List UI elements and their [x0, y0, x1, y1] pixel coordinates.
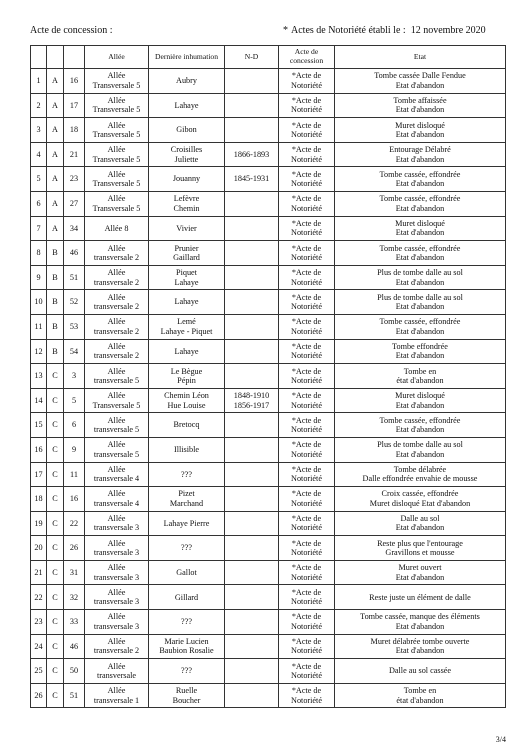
row-etat: Plus de tombe dalle au sol Etat d'abandon	[335, 290, 506, 315]
row-allee: Allée Transversale 5	[85, 142, 149, 167]
row-number: 4	[31, 142, 47, 167]
row-acte: *Acte de Notoriété	[279, 437, 335, 462]
header-inhumation: Dernière inhumation	[149, 46, 225, 69]
table-row	[31, 216, 506, 241]
header-etat: Etat	[335, 46, 506, 69]
row-etat: Tombe délabrée Dalle effondrée envahie de mousse	[335, 462, 506, 487]
row-nd	[225, 487, 279, 512]
row-section: C	[47, 437, 64, 462]
row-section: A	[47, 167, 64, 192]
table-row	[31, 142, 506, 167]
row-plot: 22	[64, 511, 85, 536]
row-allee: Allée transversale 2	[85, 241, 149, 266]
row-etat: Tombe cassée, effondrée Etat d'abandon	[335, 241, 506, 266]
row-acte: *Acte de Notoriété	[279, 659, 335, 684]
row-allee: Allée transversale 3	[85, 560, 149, 585]
row-section: C	[47, 560, 64, 585]
row-section: C	[47, 610, 64, 635]
row-plot: 51	[64, 265, 85, 290]
row-acte: *Acte de Notoriété	[279, 585, 335, 610]
row-etat: Reste juste un élément de dalle	[335, 585, 506, 610]
row-allee: Allée transversale 5	[85, 437, 149, 462]
row-inhumation: ???	[149, 659, 225, 684]
row-inhumation: Chemin Léon Hue Louise	[149, 388, 225, 413]
table-row	[31, 634, 506, 659]
row-etat: Tombe en état d'abandon	[335, 683, 506, 708]
table-row	[31, 339, 506, 364]
row-inhumation: Jouanny	[149, 167, 225, 192]
row-section: C	[47, 388, 64, 413]
row-number: 11	[31, 314, 47, 339]
row-acte: *Acte de Notoriété	[279, 118, 335, 143]
row-plot: 16	[64, 69, 85, 94]
row-section: A	[47, 93, 64, 118]
row-inhumation: Illisible	[149, 437, 225, 462]
table-row	[31, 167, 506, 192]
row-allee: Allée transversale 5	[85, 413, 149, 438]
row-etat: Tombe cassée, effondrée Etat d'abandon	[335, 191, 506, 216]
table-row	[31, 314, 506, 339]
row-inhumation: Ruelle Boucher	[149, 683, 225, 708]
row-etat: Muret disloqué Etat d'abandon	[335, 388, 506, 413]
row-allee: Allée transversale 3	[85, 610, 149, 635]
row-plot: 27	[64, 191, 85, 216]
row-number: 3	[31, 118, 47, 143]
row-number: 14	[31, 388, 47, 413]
row-inhumation: Pizet Marchand	[149, 487, 225, 512]
row-acte: *Acte de Notoriété	[279, 241, 335, 266]
row-nd	[225, 683, 279, 708]
row-nd	[225, 69, 279, 94]
row-plot: 17	[64, 93, 85, 118]
row-plot: 46	[64, 241, 85, 266]
row-acte: *Acte de Notoriété	[279, 93, 335, 118]
row-plot: 51	[64, 683, 85, 708]
row-inhumation: Vivier	[149, 216, 225, 241]
row-number: 16	[31, 437, 47, 462]
table-row	[31, 290, 506, 315]
row-etat: Muret disloqué Etat d'abandon	[335, 118, 506, 143]
row-section: C	[47, 585, 64, 610]
table-row	[31, 265, 506, 290]
row-inhumation: ???	[149, 536, 225, 561]
row-etat: Muret ouvert Etat d'abandon	[335, 560, 506, 585]
table-row	[31, 585, 506, 610]
row-plot: 34	[64, 216, 85, 241]
row-etat: Croix cassée, effondrée Muret disloqué Etat d'abandon	[335, 487, 506, 512]
row-plot: 32	[64, 585, 85, 610]
row-nd	[225, 339, 279, 364]
row-plot: 50	[64, 659, 85, 684]
row-section: A	[47, 191, 64, 216]
row-plot: 46	[64, 634, 85, 659]
table-row	[31, 241, 506, 266]
row-section: A	[47, 118, 64, 143]
row-inhumation: Gallot	[149, 560, 225, 585]
header-allee: Allée	[85, 46, 149, 69]
table-row	[31, 364, 506, 389]
row-section: B	[47, 290, 64, 315]
page-number: 3/4	[495, 735, 506, 744]
row-number: 26	[31, 683, 47, 708]
row-etat: Tombe en état d'abandon	[335, 364, 506, 389]
row-number: 22	[31, 585, 47, 610]
row-acte: *Acte de Notoriété	[279, 560, 335, 585]
row-section: C	[47, 462, 64, 487]
row-inhumation: ???	[149, 462, 225, 487]
row-plot: 53	[64, 314, 85, 339]
row-plot: 3	[64, 364, 85, 389]
row-etat: Muret délabrée tombe ouverte Etat d'abandon	[335, 634, 506, 659]
row-etat: Muret disloqué Etat d'abandon	[335, 216, 506, 241]
row-acte: *Acte de Notoriété	[279, 167, 335, 192]
row-inhumation: Gillard	[149, 585, 225, 610]
row-nd	[225, 118, 279, 143]
row-plot: 31	[64, 560, 85, 585]
row-inhumation: Lahaye	[149, 339, 225, 364]
row-nd	[225, 634, 279, 659]
header-nd: N-D	[225, 46, 279, 69]
row-nd	[225, 437, 279, 462]
table-row	[31, 536, 506, 561]
row-number: 7	[31, 216, 47, 241]
row-acte: *Acte de Notoriété	[279, 216, 335, 241]
header-plot	[64, 46, 85, 69]
row-allee: Allée Transversale 5	[85, 118, 149, 143]
row-nd	[225, 265, 279, 290]
table-row	[31, 683, 506, 708]
row-plot: 16	[64, 487, 85, 512]
row-section: B	[47, 241, 64, 266]
row-acte: *Acte de Notoriété	[279, 191, 335, 216]
row-inhumation: ???	[149, 610, 225, 635]
row-number: 8	[31, 241, 47, 266]
row-etat: Tombe effondrée Etat d'abandon	[335, 339, 506, 364]
row-allee: Allée Transversale 5	[85, 93, 149, 118]
row-allee: Allée transversale 3	[85, 511, 149, 536]
row-etat: Plus de tombe dalle au sol Etat d'abandon	[335, 437, 506, 462]
table-row	[31, 388, 506, 413]
row-number: 1	[31, 69, 47, 94]
row-inhumation: Aubry	[149, 69, 225, 94]
row-acte: *Acte de Notoriété	[279, 634, 335, 659]
row-nd	[225, 364, 279, 389]
row-allee: Allée transversale 2	[85, 265, 149, 290]
row-allee: Allée 8	[85, 216, 149, 241]
row-acte: *Acte de Notoriété	[279, 610, 335, 635]
row-allee: Allée transversale 5	[85, 364, 149, 389]
row-allee: Allée transversale 4	[85, 487, 149, 512]
row-inhumation: Lahaye	[149, 290, 225, 315]
row-acte: *Acte de Notoriété	[279, 314, 335, 339]
row-etat: Plus de tombe dalle au sol Etat d'abandon	[335, 265, 506, 290]
row-nd	[225, 560, 279, 585]
row-etat: Tombe cassée, effondrée Etat d'abandon	[335, 167, 506, 192]
row-nd	[225, 659, 279, 684]
row-allee: Allée transversale 1	[85, 683, 149, 708]
row-nd	[225, 314, 279, 339]
row-inhumation: Piquet Lahaye	[149, 265, 225, 290]
row-section: B	[47, 265, 64, 290]
row-number: 18	[31, 487, 47, 512]
row-plot: 5	[64, 388, 85, 413]
row-inhumation: Lemé Lahaye - Piquet	[149, 314, 225, 339]
row-number: 13	[31, 364, 47, 389]
row-allee: Allée Transversale 5	[85, 388, 149, 413]
row-number: 24	[31, 634, 47, 659]
row-allee: Allée Transversale 5	[85, 191, 149, 216]
row-allee: Allée Transversale 5	[85, 69, 149, 94]
row-inhumation: Lefèvre Chemin	[149, 191, 225, 216]
row-number: 12	[31, 339, 47, 364]
row-inhumation: Prunier Gaillard	[149, 241, 225, 266]
row-section: A	[47, 142, 64, 167]
row-section: B	[47, 339, 64, 364]
row-plot: 52	[64, 290, 85, 315]
row-inhumation: Le Bègue Pépin	[149, 364, 225, 389]
row-section: C	[47, 536, 64, 561]
row-number: 6	[31, 191, 47, 216]
row-acte: *Acte de Notoriété	[279, 413, 335, 438]
row-acte: *Acte de Notoriété	[279, 69, 335, 94]
row-etat: Tombe cassée Dalle Fendue Etat d'abandon	[335, 69, 506, 94]
row-allee: Allée transversale 2	[85, 290, 149, 315]
row-etat: Dalle au sol cassée	[335, 659, 506, 684]
row-acte: *Acte de Notoriété	[279, 683, 335, 708]
table-row	[31, 437, 506, 462]
row-section: B	[47, 314, 64, 339]
row-inhumation: Lahaye Pierre	[149, 511, 225, 536]
row-section: A	[47, 216, 64, 241]
row-inhumation: Gibon	[149, 118, 225, 143]
row-nd	[225, 536, 279, 561]
table-row	[31, 487, 506, 512]
row-plot: 54	[64, 339, 85, 364]
row-section: C	[47, 683, 64, 708]
row-section: C	[47, 364, 64, 389]
concession-table	[30, 45, 506, 708]
table-row	[31, 69, 506, 94]
row-number: 25	[31, 659, 47, 684]
row-plot: 9	[64, 437, 85, 462]
header-acte: Acte de concession	[279, 46, 335, 69]
row-allee: Allée transversale 2	[85, 314, 149, 339]
row-inhumation: Lahaye	[149, 93, 225, 118]
row-allee: Allée transversale	[85, 659, 149, 684]
row-allee: Allée transversale 2	[85, 339, 149, 364]
row-etat: Entourage Délabré Etat d'abandon	[335, 142, 506, 167]
row-etat: Reste plus que l'entourage Gravillons et mousse	[335, 536, 506, 561]
header-section	[47, 46, 64, 69]
table-row	[31, 462, 506, 487]
row-plot: 6	[64, 413, 85, 438]
row-etat: Tombe cassée, effondrée Etat d'abandon	[335, 314, 506, 339]
row-plot: 11	[64, 462, 85, 487]
row-plot: 18	[64, 118, 85, 143]
row-acte: *Acte de Notoriété	[279, 290, 335, 315]
asterisk-mark: *	[283, 25, 288, 36]
row-number: 17	[31, 462, 47, 487]
row-number: 5	[31, 167, 47, 192]
row-section: C	[47, 413, 64, 438]
row-acte: *Acte de Notoriété	[279, 462, 335, 487]
row-acte: *Acte de Notoriété	[279, 487, 335, 512]
row-section: C	[47, 511, 64, 536]
row-nd	[225, 290, 279, 315]
row-etat: Dalle au sol Etat d'abandon	[335, 511, 506, 536]
row-allee: Allée transversale 3	[85, 585, 149, 610]
row-section: C	[47, 487, 64, 512]
row-acte: *Acte de Notoriété	[279, 388, 335, 413]
table-row	[31, 560, 506, 585]
table-row	[31, 93, 506, 118]
notoriety-label: Actes de Notoriété établi le :	[291, 25, 406, 36]
row-inhumation: Bretocq	[149, 413, 225, 438]
row-etat: Tombe cassée, manque des éléments Etat d'abandon	[335, 610, 506, 635]
row-nd: 1848-1910 1856-1917	[225, 388, 279, 413]
row-acte: *Acte de Notoriété	[279, 364, 335, 389]
row-plot: 26	[64, 536, 85, 561]
row-acte: *Acte de Notoriété	[279, 265, 335, 290]
table-row	[31, 511, 506, 536]
row-plot: 21	[64, 142, 85, 167]
row-acte: *Acte de Notoriété	[279, 339, 335, 364]
row-section: C	[47, 634, 64, 659]
row-acte: *Acte de Notoriété	[279, 511, 335, 536]
row-nd	[225, 241, 279, 266]
notoriety-date: 12 novembre 2020	[410, 25, 486, 36]
row-allee: Allée transversale 3	[85, 536, 149, 561]
row-nd	[225, 191, 279, 216]
row-plot: 23	[64, 167, 85, 192]
row-number: 23	[31, 610, 47, 635]
row-nd	[225, 93, 279, 118]
table-row	[31, 118, 506, 143]
table-row	[31, 413, 506, 438]
table-row	[31, 191, 506, 216]
row-nd	[225, 585, 279, 610]
notoriety-header	[283, 25, 486, 36]
row-plot: 33	[64, 610, 85, 635]
row-nd	[225, 462, 279, 487]
row-section: A	[47, 69, 64, 94]
row-number: 15	[31, 413, 47, 438]
row-number: 21	[31, 560, 47, 585]
table-row	[31, 610, 506, 635]
table-header-row	[31, 46, 506, 69]
row-etat: Tombe cassée, effondrée Etat d'abandon	[335, 413, 506, 438]
concession-label: Acte de concession :	[30, 25, 113, 36]
row-section: C	[47, 659, 64, 684]
row-number: 20	[31, 536, 47, 561]
row-acte: *Acte de Notoriété	[279, 142, 335, 167]
row-number: 2	[31, 93, 47, 118]
row-number: 10	[31, 290, 47, 315]
row-nd	[225, 413, 279, 438]
row-nd: 1866-1893	[225, 142, 279, 167]
row-nd: 1845-1931	[225, 167, 279, 192]
row-number: 19	[31, 511, 47, 536]
row-number: 9	[31, 265, 47, 290]
row-nd	[225, 610, 279, 635]
header-num	[31, 46, 47, 69]
row-allee: Allée transversale 2	[85, 634, 149, 659]
row-nd	[225, 216, 279, 241]
row-inhumation: Croisilles Juliette	[149, 142, 225, 167]
row-allee: Allée transversale 4	[85, 462, 149, 487]
row-inhumation: Marie Lucien Baubion Rosalie	[149, 634, 225, 659]
row-nd	[225, 511, 279, 536]
row-allee: Allée Transversale 5	[85, 167, 149, 192]
row-etat: Tombe affaissée Etat d'abandon	[335, 93, 506, 118]
row-acte: *Acte de Notoriété	[279, 536, 335, 561]
table-row	[31, 659, 506, 684]
